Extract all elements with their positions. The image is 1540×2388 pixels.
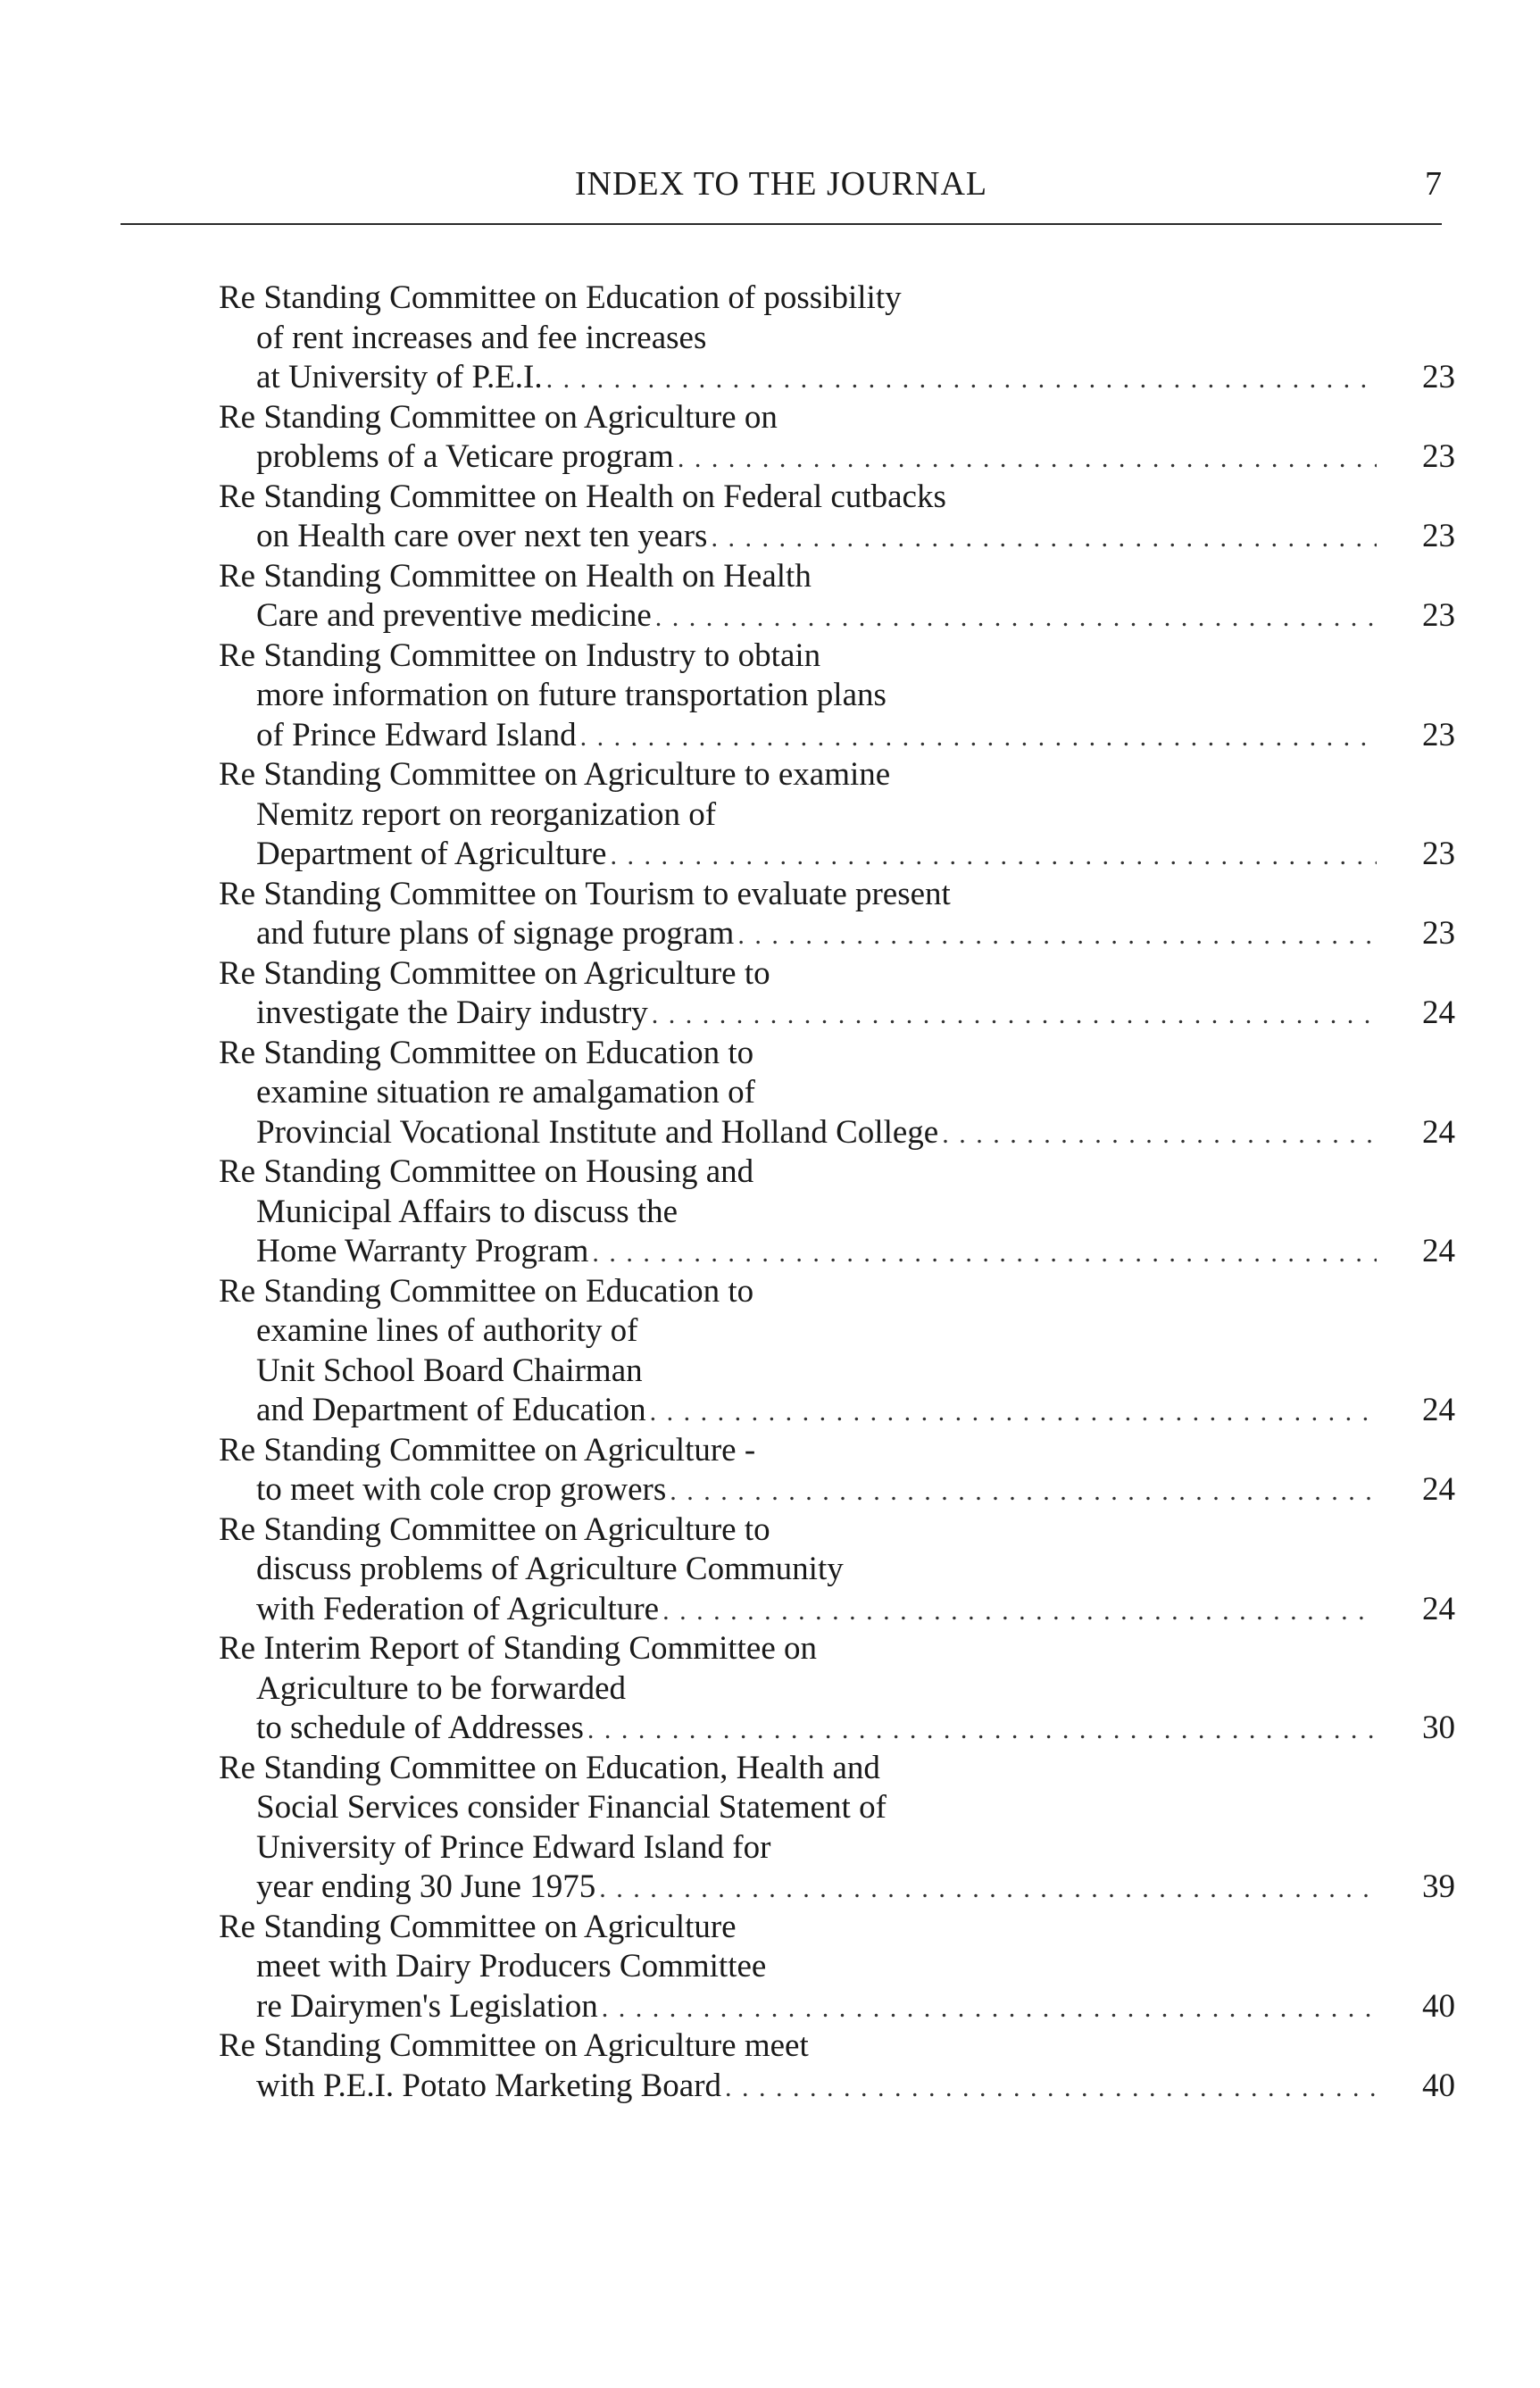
entry-text: Re Standing Committee on Agriculture to [219,954,770,992]
entry-text: Re Standing Committee on Education to [219,1272,754,1310]
page-reference: 23 [1422,597,1455,634]
entry-line [219,875,1455,915]
entry-text: and future plans of signage program [256,915,735,952]
entry-line [219,398,1455,438]
entry-line [219,1947,1455,1987]
entry-line [219,755,1455,795]
entry-final-line [219,2067,1455,2107]
entry-text: at University of P.E.I. [256,359,543,395]
entry-text: Re Standing Committee on Housing and [219,1153,754,1190]
index-entry [219,478,1455,557]
entry-final-line [219,1868,1455,1908]
entry-text: Department of Agriculture [256,836,607,872]
entry-text: examine situation re amalgamation of [256,1074,755,1111]
entry-line [219,795,1455,836]
entry-line [219,1669,1455,1710]
entry-text: Provincial Vocational Institute and Holland College [256,1113,939,1151]
dot-leader [587,1710,1377,1751]
index-entry [219,398,1455,478]
entry-line [219,1431,1455,1471]
entry-line [219,279,1455,319]
index-entry [219,637,1455,756]
entry-text: of rent increases and fee increases [256,319,707,356]
dot-leader [942,1115,1377,1155]
index-entry [219,279,1455,398]
entry-text: with Federation of Agriculture [256,1590,660,1627]
index-entry [219,2026,1455,2106]
entry-line [219,1828,1455,1868]
page-reference: 24 [1422,994,1455,1031]
page-reference: 24 [1422,1590,1455,1627]
dot-leader [610,836,1377,877]
dot-leader [652,995,1377,1036]
index-list [219,279,1455,2106]
entry-line [219,319,1455,359]
entry-final-line [219,596,1455,637]
dot-leader [670,1472,1377,1512]
page-reference: 24 [1422,1233,1455,1269]
page-reference: 23 [1422,359,1455,395]
entry-text: on Health care over next ten years [256,518,708,554]
page-reference: 30 [1422,1710,1455,1746]
entry-text: Re Standing Committee on Agriculture to [219,1510,770,1548]
entry-text: Re Standing Committee on Agriculture to examine [219,756,891,793]
index-entry [219,1908,1455,2027]
entry-text: year ending 30 June 1975 [256,1868,596,1905]
index-entry [219,1431,1455,1510]
entry-final-line [219,914,1455,954]
entry-text: Unit School Board Chairman [256,1352,643,1389]
entry-line [219,1908,1455,1948]
entry-line [219,1788,1455,1828]
index-entry [219,557,1455,637]
page-reference: 40 [1422,1987,1455,2025]
dot-leader [599,1869,1377,1910]
entry-line [219,1034,1455,1074]
entry-final-line [219,1232,1455,1272]
entry-line [219,1193,1455,1233]
entry-text: Re Standing Committee on Health on Health [219,557,812,595]
entry-line [219,1073,1455,1113]
entry-line [219,557,1455,597]
entry-final-line [219,437,1455,478]
entry-text: Re Standing Committee on Agriculture [219,1908,737,1945]
dot-leader [580,718,1377,758]
page-reference: 24 [1422,1471,1455,1508]
entry-text: and Department of Education [256,1392,646,1428]
entry-line [219,1272,1455,1312]
entry-line [219,1311,1455,1352]
index-entry [219,954,1455,1034]
page-reference: 23 [1422,518,1455,554]
entry-final-line [219,1987,1455,2027]
entry-text: Re Standing Committee on Education, Health and [219,1749,880,1786]
entry-text: more information on future transportation plans [256,677,887,713]
entry-line [219,954,1455,994]
entry-text: Nemitz report on reorganization of [256,795,717,833]
entry-text: investigate the Dairy industry [256,994,648,1031]
entry-text: Re Standing Committee on Health on Federal cutbacks [219,478,946,515]
entry-line [219,1510,1455,1551]
page-header [121,159,1442,209]
index-entry [219,875,1455,954]
entry-text: Re Standing Committee on Tourism to evaluate present [219,875,951,912]
entry-line [219,2026,1455,2067]
entry-line [219,1152,1455,1193]
entry-final-line [219,1590,1455,1630]
entry-final-line [219,517,1455,557]
page-reference: 23 [1422,836,1455,872]
entry-line [219,637,1455,677]
page-reference: 23 [1422,915,1455,952]
dot-leader [650,1393,1377,1433]
index-entry [219,1629,1455,1749]
entry-final-line [219,1113,1455,1153]
entry-text: Municipal Affairs to discuss the [256,1193,678,1230]
dot-leader [592,1234,1377,1274]
page-reference: 39 [1422,1868,1455,1905]
entry-text: Re Interim Report of Standing Committee on [219,1630,818,1667]
index-entry [219,1272,1455,1431]
entry-line [219,1550,1455,1590]
entry-text: with P.E.I. Potato Marketing Board [256,2067,722,2104]
entry-text: Social Services consider Financial Statement of [256,1789,887,1826]
entry-text: re Dairymen's Legislation [256,1987,598,2025]
entry-final-line [219,1391,1455,1431]
entry-text: to schedule of Addresses [256,1710,584,1746]
entry-text: Re Standing Committee on Agriculture on [219,398,778,436]
dot-leader [711,519,1377,559]
dot-leader [737,916,1377,956]
entry-final-line [219,835,1455,875]
entry-text: meet with Dairy Producers Committee [256,1948,767,1984]
entry-line [219,1352,1455,1392]
index-entry [219,1034,1455,1153]
entry-final-line [219,994,1455,1034]
header-divider [121,223,1442,225]
entry-text: Re Standing Committee on Education to [219,1034,754,1071]
entry-final-line [219,358,1455,398]
dot-leader [725,2068,1377,2109]
entry-text: Re Standing Committee on Agriculture - [219,1431,756,1469]
entry-text: Re Standing Committee on Industry to obtain [219,637,821,674]
dot-leader [662,1592,1377,1632]
entry-text: Re Standing Committee on Agriculture meet [219,2027,809,2064]
dot-leader [602,1989,1377,2029]
page-reference: 24 [1422,1392,1455,1428]
entry-text: examine lines of authority of [256,1312,638,1349]
entry-line [219,478,1455,518]
entry-text: Agriculture to be forwarded [256,1669,627,1707]
page-reference: 24 [1422,1113,1455,1151]
index-entry [219,1749,1455,1908]
entry-text: problems of a Veticare program [256,438,674,475]
entry-text: Home Warranty Program [256,1233,589,1269]
dot-leader [678,439,1377,479]
page-reference: 23 [1422,438,1455,475]
entry-final-line [219,1470,1455,1510]
page-reference: 23 [1422,716,1455,753]
index-entry [219,1152,1455,1272]
entry-final-line [219,716,1455,756]
page-reference: 40 [1422,2067,1455,2104]
index-entry [219,1510,1455,1630]
entry-line [219,676,1455,716]
index-entry [219,755,1455,875]
entry-line [219,1629,1455,1669]
entry-final-line [219,1709,1455,1749]
entry-line [219,1749,1455,1789]
entry-text: of Prince Edward Island [256,716,577,753]
entry-text: to meet with cole crop growers [256,1471,667,1508]
dot-leader [655,598,1377,638]
entry-text: discuss problems of Agriculture Community [256,1551,844,1587]
dot-leader [546,360,1377,400]
page-number: 7 [1425,165,1442,203]
page-title: INDEX TO THE JOURNAL [574,165,988,203]
entry-text: Re Standing Committee on Education of possibility [219,279,902,316]
entry-text: Care and preventive medicine [256,597,652,634]
entry-text: University of Prince Edward Island for [256,1828,771,1866]
